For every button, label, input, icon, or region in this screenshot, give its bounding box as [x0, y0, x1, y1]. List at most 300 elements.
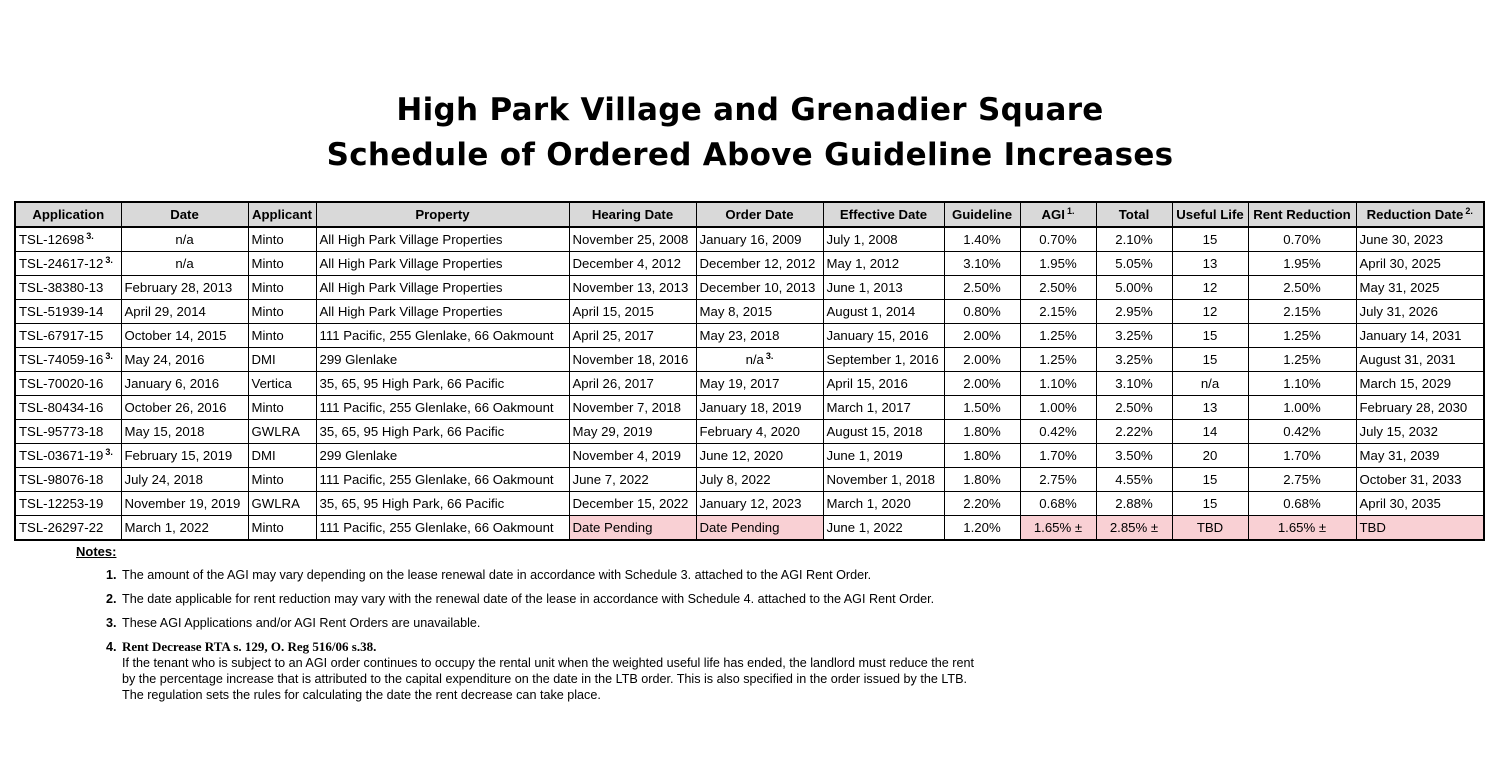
cell-rent-reduction-value: 1.25%	[1283, 328, 1321, 343]
cell-useful-life-value: 12	[1202, 304, 1218, 319]
cell-order-date	[696, 516, 823, 541]
cell-guideline-value: 1.40%	[963, 232, 1001, 247]
cell-guideline-value: 1.80%	[963, 472, 1001, 487]
note-item	[106, 567, 976, 583]
cell-total-value: 5.05%	[1115, 256, 1153, 271]
cell-application	[15, 252, 121, 276]
cell-date-value: n/a	[175, 232, 194, 247]
cell-effective-date	[823, 300, 944, 324]
cell-order-date	[696, 372, 823, 396]
cell-reduction-date	[1356, 516, 1484, 541]
header-application: Application	[15, 202, 121, 227]
header-useful-life: Useful Life	[1172, 202, 1248, 227]
cell-reduction-date-value: July 15, 2032	[1359, 424, 1438, 439]
cell-application	[15, 227, 121, 252]
cell-useful-life-value: 13	[1202, 400, 1218, 415]
footnote-marker: 3.	[765, 351, 774, 361]
cell-guideline	[944, 420, 1020, 444]
cell-reduction-date-value: October 31, 2033	[1359, 472, 1462, 487]
cell-application-value: TSL-67917-15	[19, 328, 104, 343]
cell-effective-date	[823, 396, 944, 420]
cell-hearing-date-value: May 29, 2019	[572, 424, 653, 439]
cell-hearing-date	[569, 324, 696, 348]
cell-order-date	[696, 420, 823, 444]
cell-order-date-value: July 8, 2022	[699, 472, 771, 487]
cell-rent-reduction	[1248, 372, 1356, 396]
cell-rent-reduction	[1248, 468, 1356, 492]
cell-rent-reduction	[1248, 396, 1356, 420]
cell-applicant-value: Minto	[251, 328, 284, 343]
table-row	[15, 396, 1484, 420]
cell-date	[121, 396, 248, 420]
cell-effective-date-value: July 1, 2008	[826, 232, 898, 247]
cell-useful-life	[1172, 492, 1248, 516]
cell-property	[316, 276, 569, 300]
cell-date-value: May 15, 2018	[124, 424, 205, 439]
cell-rent-reduction	[1248, 492, 1356, 516]
cell-hearing-date-value: November 7, 2018	[572, 400, 681, 415]
cell-date	[121, 420, 248, 444]
cell-order-date	[696, 324, 823, 348]
cell-effective-date	[823, 516, 944, 541]
cell-guideline-value: 3.10%	[963, 256, 1001, 271]
cell-order-date-value: Date Pending	[699, 520, 780, 535]
cell-reduction-date	[1356, 348, 1484, 372]
cell-agi	[1020, 300, 1096, 324]
cell-application	[15, 348, 121, 372]
note-heading: Rent Decrease RTA s. 129, O. Reg 516/06 s.38.	[122, 639, 377, 654]
cell-applicant-value: Minto	[251, 304, 284, 319]
cell-total-value: 2.22%	[1115, 424, 1153, 439]
cell-useful-life	[1172, 324, 1248, 348]
header-agi	[1020, 202, 1096, 227]
cell-agi	[1020, 252, 1096, 276]
cell-property-value: All High Park Village Properties	[319, 232, 503, 247]
cell-effective-date	[823, 468, 944, 492]
cell-total	[1096, 516, 1172, 541]
cell-agi-value: 0.68%	[1039, 496, 1077, 511]
cell-agi	[1020, 324, 1096, 348]
cell-application	[15, 516, 121, 541]
cell-rent-reduction-value: 1.25%	[1283, 352, 1321, 367]
cell-guideline	[944, 227, 1020, 252]
cell-total-value: 3.25%	[1115, 352, 1153, 367]
cell-total-value: 3.10%	[1115, 376, 1153, 391]
note-text: If the tenant who is subject to an AGI order continues to occupy the rental unit when the weighted useful life has ended, the landlord must reduce the rent by the percentage increase that is attributed to the capital expenditure on the date in the LTB order. This is also specified in the order issued by the LTB. The regulation sets the rules for calculating the date the rent decrease can take place.	[122, 656, 975, 702]
cell-agi	[1020, 516, 1096, 541]
cell-effective-date-value: November 1, 2018	[826, 472, 935, 487]
cell-rent-reduction-value: 2.50%	[1283, 280, 1321, 295]
cell-rent-reduction	[1248, 227, 1356, 252]
cell-guideline-value: 2.50%	[963, 280, 1001, 295]
cell-agi-value: 2.50%	[1039, 280, 1077, 295]
cell-application-value: TSL-26297-22	[19, 520, 104, 535]
cell-agi-value: 1.25%	[1039, 328, 1077, 343]
cell-date	[121, 372, 248, 396]
cell-rent-reduction	[1248, 348, 1356, 372]
cell-guideline	[944, 444, 1020, 468]
cell-agi	[1020, 276, 1096, 300]
note-body	[122, 639, 976, 703]
header-property: Property	[316, 202, 569, 227]
cell-hearing-date-value: November 4, 2019	[572, 448, 681, 463]
cell-useful-life-value: 15	[1202, 472, 1218, 487]
table-body	[15, 227, 1484, 540]
footnote-marker: 3.	[105, 447, 113, 457]
cell-total	[1096, 420, 1172, 444]
cell-hearing-date-value: December 4, 2012	[572, 256, 681, 271]
header-effective-date: Effective Date	[823, 202, 944, 227]
cell-property	[316, 492, 569, 516]
cell-effective-date-value: September 1, 2016	[826, 352, 939, 367]
cell-effective-date-value: March 1, 2017	[826, 400, 911, 415]
cell-guideline-value: 0.80%	[963, 304, 1001, 319]
cell-effective-date	[823, 227, 944, 252]
cell-effective-date-value: January 15, 2016	[826, 328, 929, 343]
cell-hearing-date	[569, 444, 696, 468]
cell-applicant	[248, 348, 316, 372]
cell-reduction-date	[1356, 276, 1484, 300]
cell-applicant-value: Minto	[251, 520, 284, 535]
cell-guideline	[944, 492, 1020, 516]
cell-order-date-value: December 10, 2013	[699, 280, 816, 295]
note-item	[106, 615, 976, 631]
cell-property-value: All High Park Village Properties	[319, 280, 503, 295]
header-guideline: Guideline	[944, 202, 1020, 227]
header-agi-footnote: 1.	[1066, 206, 1075, 216]
cell-application-value: TSL-12253-19	[19, 496, 104, 511]
cell-property	[316, 444, 569, 468]
note-number: 4.	[106, 640, 117, 654]
cell-total-value: 2.95%	[1115, 304, 1153, 319]
cell-guideline	[944, 252, 1020, 276]
cell-agi-value: 2.15%	[1039, 304, 1077, 319]
cell-application-value: TSL-51939-14	[19, 304, 104, 319]
cell-order-date	[696, 396, 823, 420]
cell-applicant	[248, 444, 316, 468]
cell-order-date	[696, 444, 823, 468]
cell-guideline-value: 2.00%	[963, 376, 1001, 391]
cell-date	[121, 276, 248, 300]
cell-hearing-date	[569, 420, 696, 444]
cell-guideline-value: 1.20%	[963, 520, 1001, 535]
cell-property-value: 111 Pacific, 255 Glenlake, 66 Oakmount	[319, 328, 554, 343]
cell-rent-reduction	[1248, 516, 1356, 541]
cell-useful-life-value: 15	[1202, 232, 1218, 247]
cell-guideline	[944, 516, 1020, 541]
cell-hearing-date	[569, 276, 696, 300]
cell-guideline	[944, 372, 1020, 396]
cell-guideline	[944, 396, 1020, 420]
cell-effective-date-value: April 15, 2016	[826, 376, 908, 391]
cell-agi	[1020, 420, 1096, 444]
cell-hearing-date	[569, 492, 696, 516]
cell-date-value: January 6, 2016	[124, 376, 220, 391]
cell-reduction-date-value: April 30, 2035	[1359, 496, 1441, 511]
cell-hearing-date-value: Date Pending	[572, 520, 653, 535]
cell-guideline-value: 1.80%	[963, 424, 1001, 439]
cell-property	[316, 252, 569, 276]
cell-useful-life	[1172, 372, 1248, 396]
title-line-1: High Park Village and Grenadier Square	[396, 92, 1104, 128]
cell-effective-date-value: May 1, 2012	[826, 256, 900, 271]
table-row	[15, 492, 1484, 516]
cell-property	[316, 372, 569, 396]
cell-application-value: TSL-80434-16	[19, 400, 104, 415]
cell-hearing-date	[569, 396, 696, 420]
cell-total-value: 2.10%	[1115, 232, 1153, 247]
cell-date-value: April 29, 2014	[124, 304, 206, 319]
footnote-marker: 3.	[105, 351, 113, 361]
cell-guideline-value: 2.20%	[963, 496, 1001, 511]
cell-guideline	[944, 348, 1020, 372]
cell-rent-reduction	[1248, 252, 1356, 276]
cell-agi-value: 1.65% ±	[1033, 520, 1083, 535]
cell-application	[15, 420, 121, 444]
cell-application	[15, 300, 121, 324]
cell-useful-life	[1172, 348, 1248, 372]
cell-hearing-date	[569, 227, 696, 252]
cell-useful-life-value: 12	[1202, 280, 1218, 295]
cell-useful-life-value: 14	[1202, 424, 1218, 439]
cell-application-value: TSL-70020-16	[19, 376, 104, 391]
agi-schedule-table	[14, 201, 1485, 541]
footnote-marker: 3.	[105, 255, 113, 265]
cell-applicant-value: Minto	[251, 472, 284, 487]
table-header-row	[15, 202, 1484, 227]
cell-property-value: 299 Glenlake	[319, 448, 398, 463]
cell-useful-life	[1172, 227, 1248, 252]
cell-rent-reduction	[1248, 276, 1356, 300]
cell-total-value: 3.50%	[1115, 448, 1153, 463]
cell-application	[15, 492, 121, 516]
cell-total	[1096, 227, 1172, 252]
cell-guideline-value: 1.80%	[963, 448, 1001, 463]
cell-useful-life	[1172, 420, 1248, 444]
cell-date-value: November 19, 2019	[124, 496, 241, 511]
cell-application-value: TSL-98076-18	[19, 472, 104, 487]
cell-guideline-value: 2.00%	[963, 328, 1001, 343]
cell-applicant	[248, 372, 316, 396]
header-rent-reduction: Rent Reduction	[1248, 202, 1356, 227]
header-applicant: Applicant	[248, 202, 316, 227]
cell-rent-reduction-value: 1.10%	[1283, 376, 1321, 391]
cell-effective-date	[823, 444, 944, 468]
cell-rent-reduction	[1248, 420, 1356, 444]
cell-applicant-value: Vertica	[251, 376, 292, 391]
cell-order-date-value: January 18, 2019	[699, 400, 802, 415]
cell-date	[121, 227, 248, 252]
note-text: These AGI Applications and/or AGI Rent Orders are unavailable.	[122, 616, 481, 630]
cell-agi-value: 1.25%	[1039, 352, 1077, 367]
cell-application	[15, 276, 121, 300]
cell-property-value: 35, 65, 95 High Park, 66 Pacific	[319, 496, 505, 511]
cell-applicant	[248, 468, 316, 492]
cell-date	[121, 444, 248, 468]
cell-property	[316, 300, 569, 324]
cell-order-date	[696, 348, 823, 372]
cell-total	[1096, 468, 1172, 492]
notes-section	[76, 544, 976, 711]
note-text: The date applicable for rent reduction may vary with the renewal date of the lease in accordance with Schedule 4. attached to the AGI Rent Order.	[122, 592, 935, 606]
cell-reduction-date	[1356, 468, 1484, 492]
cell-effective-date-value: March 1, 2020	[826, 496, 911, 511]
cell-total	[1096, 348, 1172, 372]
cell-property	[316, 348, 569, 372]
cell-agi-value: 2.75%	[1039, 472, 1077, 487]
cell-date	[121, 324, 248, 348]
cell-property-value: 299 Glenlake	[319, 352, 398, 367]
cell-agi	[1020, 444, 1096, 468]
cell-date	[121, 348, 248, 372]
cell-effective-date	[823, 324, 944, 348]
cell-total-value: 3.25%	[1115, 328, 1153, 343]
cell-rent-reduction-value: 1.00%	[1283, 400, 1321, 415]
table-row	[15, 468, 1484, 492]
header-agi-label: AGI	[1041, 207, 1065, 222]
cell-rent-reduction	[1248, 444, 1356, 468]
cell-hearing-date	[569, 300, 696, 324]
cell-useful-life	[1172, 444, 1248, 468]
table-row	[15, 276, 1484, 300]
cell-application-value: TSL-95773-18	[19, 424, 104, 439]
cell-agi	[1020, 348, 1096, 372]
cell-useful-life	[1172, 300, 1248, 324]
cell-total	[1096, 276, 1172, 300]
cell-date-value: February 15, 2019	[124, 448, 233, 463]
cell-date-value: February 28, 2013	[124, 280, 233, 295]
cell-reduction-date	[1356, 300, 1484, 324]
cell-agi-value: 1.10%	[1039, 376, 1077, 391]
cell-date-value: October 14, 2015	[124, 328, 227, 343]
table-row	[15, 372, 1484, 396]
cell-effective-date	[823, 420, 944, 444]
note-item	[106, 639, 976, 703]
cell-applicant	[248, 420, 316, 444]
cell-order-date-value: May 23, 2018	[699, 328, 780, 343]
cell-application	[15, 468, 121, 492]
cell-useful-life	[1172, 396, 1248, 420]
cell-useful-life-value: 15	[1202, 496, 1218, 511]
cell-rent-reduction-value: 1.95%	[1283, 256, 1321, 271]
cell-property	[316, 227, 569, 252]
cell-property	[316, 516, 569, 541]
cell-hearing-date-value: November 18, 2016	[572, 352, 689, 367]
cell-order-date	[696, 227, 823, 252]
note-item	[106, 591, 976, 607]
cell-date-value: May 24, 2016	[124, 352, 205, 367]
cell-hearing-date	[569, 348, 696, 372]
note-text: The amount of the AGI may vary depending on the lease renewal date in accordance with Schedule 3. attached to the AGI Rent Order.	[122, 568, 872, 582]
cell-total-value: 2.88%	[1115, 496, 1153, 511]
cell-property-value: All High Park Village Properties	[319, 256, 503, 271]
cell-hearing-date-value: April 15, 2015	[572, 304, 654, 319]
cell-total-value: 2.50%	[1115, 400, 1153, 415]
cell-useful-life-value: 15	[1202, 328, 1218, 343]
cell-application-value: TSL-24617-12	[19, 256, 104, 271]
cell-reduction-date-value: July 31, 2026	[1359, 304, 1438, 319]
cell-applicant-value: DMI	[251, 448, 276, 463]
cell-effective-date	[823, 276, 944, 300]
cell-reduction-date-value: February 28, 2030	[1359, 400, 1468, 415]
cell-useful-life-value: TBD	[1196, 520, 1224, 535]
cell-property-value: 111 Pacific, 255 Glenlake, 66 Oakmount	[319, 400, 554, 415]
cell-order-date	[696, 252, 823, 276]
cell-agi	[1020, 396, 1096, 420]
header-reduction-date-footnote: 2.	[1465, 206, 1473, 216]
cell-effective-date	[823, 348, 944, 372]
cell-reduction-date-value: August 31, 2031	[1359, 352, 1456, 367]
header-reduction-date-label: Reduction Date	[1366, 207, 1464, 222]
cell-total	[1096, 300, 1172, 324]
table-row	[15, 444, 1484, 468]
table-row	[15, 300, 1484, 324]
cell-effective-date-value: June 1, 2013	[826, 280, 903, 295]
cell-rent-reduction	[1248, 324, 1356, 348]
header-reduction-date	[1356, 202, 1484, 227]
header-date: Date	[121, 202, 248, 227]
cell-property	[316, 420, 569, 444]
cell-date-value: July 24, 2018	[124, 472, 203, 487]
cell-total-value: 4.55%	[1115, 472, 1153, 487]
cell-application-value: TSL-03671-19	[19, 448, 104, 463]
cell-useful-life-value: 15	[1202, 352, 1218, 367]
table-row	[15, 227, 1484, 252]
cell-application-value: TSL-38380-13	[19, 280, 104, 295]
cell-total	[1096, 492, 1172, 516]
cell-agi-value: 0.42%	[1039, 424, 1077, 439]
cell-applicant	[248, 227, 316, 252]
cell-reduction-date	[1356, 372, 1484, 396]
cell-agi	[1020, 468, 1096, 492]
cell-order-date	[696, 468, 823, 492]
cell-date	[121, 252, 248, 276]
cell-applicant	[248, 324, 316, 348]
cell-application-value: TSL-12698	[19, 232, 85, 247]
cell-order-date	[696, 300, 823, 324]
cell-effective-date	[823, 372, 944, 396]
cell-hearing-date-value: November 25, 2008	[572, 232, 689, 247]
cell-hearing-date	[569, 372, 696, 396]
cell-useful-life	[1172, 276, 1248, 300]
cell-hearing-date-value: December 15, 2022	[572, 496, 689, 511]
cell-applicant	[248, 396, 316, 420]
cell-applicant-value: GWLRA	[251, 424, 300, 439]
cell-rent-reduction-value: 2.75%	[1283, 472, 1321, 487]
cell-reduction-date-value: June 30, 2023	[1359, 232, 1444, 247]
document-title	[0, 88, 1500, 178]
cell-total	[1096, 444, 1172, 468]
cell-order-date-value: December 12, 2012	[699, 256, 816, 271]
table-row	[15, 516, 1484, 541]
cell-reduction-date-value: January 14, 2031	[1359, 328, 1462, 343]
cell-effective-date	[823, 252, 944, 276]
cell-date-value: n/a	[175, 256, 194, 271]
cell-property	[316, 324, 569, 348]
header-hearing-date: Hearing Date	[569, 202, 696, 227]
cell-order-date-value: n/a	[745, 352, 764, 367]
cell-agi-value: 1.00%	[1039, 400, 1077, 415]
cell-guideline	[944, 300, 1020, 324]
cell-date	[121, 468, 248, 492]
cell-applicant	[248, 516, 316, 541]
cell-agi	[1020, 227, 1096, 252]
cell-property	[316, 396, 569, 420]
cell-total-value: 2.85% ±	[1109, 520, 1159, 535]
table-row	[15, 252, 1484, 276]
cell-hearing-date	[569, 468, 696, 492]
cell-hearing-date	[569, 516, 696, 541]
